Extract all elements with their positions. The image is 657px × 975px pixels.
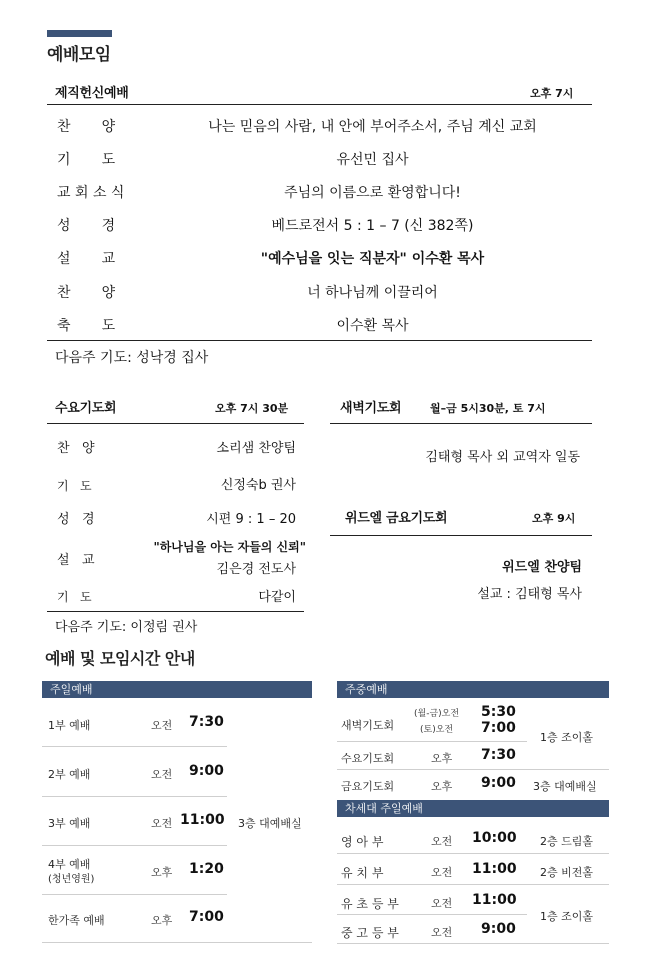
friday-title: 위드엘 금요기도회 <box>345 511 448 526</box>
service-ampm: 오전 <box>151 768 173 781</box>
row-label: 찬 양 <box>57 119 116 135</box>
row-divider <box>42 796 227 797</box>
wednesday-title: 수요기도회 <box>55 401 117 416</box>
service-time: 7:30 <box>481 747 516 763</box>
service-name: 수요기도회 <box>341 752 395 765</box>
service-ampm: 오전 <box>151 719 173 732</box>
row-label: 찬 양 <box>57 285 116 301</box>
sermon-title: "하나님을 아는 자들의 신뢰" <box>153 540 306 554</box>
service-ampm: 오전 <box>431 897 453 910</box>
weekday-place: 1층 조이홀 <box>540 731 593 744</box>
service-time: 7:00 <box>481 720 516 736</box>
row-divider <box>337 943 609 944</box>
row-divider <box>337 914 527 915</box>
row-divider <box>42 845 227 846</box>
divider <box>47 104 592 105</box>
service-time: 1:20 <box>189 861 224 877</box>
heading-accent-bar <box>47 30 112 37</box>
service-ampm: 오후 <box>151 914 173 927</box>
service-place: 2층 비전홀 <box>540 866 593 879</box>
row-value: 시편 9 : 1 – 20 <box>206 512 296 527</box>
friday-time: 오후 9시 <box>532 512 576 525</box>
service-name: 2부 예배 <box>48 768 91 781</box>
divider <box>47 611 304 612</box>
service-name: 1부 예배 <box>48 719 91 732</box>
row-divider <box>42 942 312 943</box>
service-ampm: 오후 <box>431 752 453 765</box>
service-time: 7:30 <box>189 714 224 730</box>
service-ampm: 오전 <box>431 835 453 848</box>
next-week-prayer: 다음주 기도: 이정림 권사 <box>55 620 198 635</box>
dawn-leaders: 김태형 목사 외 교역자 일동 <box>425 450 580 465</box>
service-ampm: 오전 <box>431 866 453 879</box>
service-name: 중 고 등 부 <box>341 926 399 940</box>
row-label: 교 회 소 식 <box>57 185 125 201</box>
row-value: 유선민 집사 <box>336 152 409 168</box>
row-label: 성 경 <box>57 218 116 234</box>
service-name: 4부 예배 <box>48 858 91 871</box>
service-name: 영 아 부 <box>341 835 384 849</box>
service-time: 11:00 <box>180 812 225 828</box>
divider <box>47 423 304 424</box>
row-label: 설 교 <box>57 553 95 568</box>
row-value: 소리샘 찬양팀 <box>216 441 296 456</box>
next-gen-schedule-header: 차세대 주일예배 <box>337 800 609 817</box>
row-value: 너 하나님께 이끌리어 <box>307 285 438 301</box>
row-divider <box>337 884 609 885</box>
service-name: 한가족 예배 <box>48 914 105 927</box>
row-label: 성 경 <box>57 512 95 527</box>
sermon-speaker: 김은경 전도사 <box>216 562 296 577</box>
row-value: 베드로전서 5 : 1 – 7 (신 382쪽) <box>271 218 474 234</box>
sunday-schedule-header: 주일예배 <box>42 681 312 698</box>
row-label: 축 도 <box>57 318 116 334</box>
service-ampm: 오후 <box>431 780 453 793</box>
dawn-time: 월–금 5시30분, 토 7시 <box>430 402 546 415</box>
sermon-value: "예수님을 잇는 직분자" 이수환 목사 <box>260 251 485 267</box>
next-week-prayer: 다음주 기도: 성낙경 집사 <box>55 350 209 366</box>
row-value: 다같이 <box>258 590 296 605</box>
service-name: 유 초 등 부 <box>341 897 399 911</box>
service-ampm: 오전 <box>151 817 173 830</box>
service-time: 9:00 <box>189 763 224 779</box>
dawn-title: 새벽기도회 <box>340 401 402 416</box>
service-name: 3부 예배 <box>48 817 91 830</box>
service-name: 유 치 부 <box>341 866 384 880</box>
row-label: 찬 양 <box>57 441 95 456</box>
service-time: 9:00 <box>481 921 516 937</box>
service-ampm: (토)오전 <box>420 725 454 735</box>
row-label: 기 도 <box>57 152 116 168</box>
schedule-heading: 예배 및 모임시간 안내 <box>45 649 195 668</box>
row-value: 나는 믿음의 사람, 내 안에 부어주소서, 주님 계신 교회 <box>208 119 537 135</box>
divider <box>330 535 592 536</box>
sunday-service-title: 제직헌신예배 <box>55 86 129 101</box>
service-name: 금요기도회 <box>341 780 395 793</box>
service-time: 11:00 <box>472 892 517 908</box>
row-label: 기 도 <box>57 479 92 493</box>
row-label: 설 교 <box>57 251 116 267</box>
row-divider <box>42 746 227 747</box>
service-subname: (청년영원) <box>48 874 95 885</box>
next-gen-place: 1층 조이홀 <box>540 910 593 923</box>
service-ampm: 오전 <box>431 926 453 939</box>
service-time: 7:00 <box>189 909 224 925</box>
row-divider <box>337 853 609 854</box>
row-value: 주님의 이름으로 환영합니다! <box>284 185 461 201</box>
friday-sermon: 설교 : 김태형 목사 <box>477 587 582 602</box>
service-place: 2층 드림홀 <box>540 835 593 848</box>
row-divider <box>337 769 609 770</box>
service-time: 10:00 <box>472 830 517 846</box>
service-ampm: 오후 <box>151 866 173 879</box>
sunday-service-time: 오후 7시 <box>530 87 574 100</box>
row-value: 신정숙b 권사 <box>220 478 296 493</box>
divider <box>330 423 592 424</box>
service-place: 3층 대예배실 <box>533 780 597 793</box>
divider <box>47 340 592 341</box>
row-value: 이수환 목사 <box>336 318 409 334</box>
service-time: 9:00 <box>481 775 516 791</box>
friday-team: 위드엘 찬양팀 <box>502 560 582 575</box>
row-label: 기 도 <box>57 590 92 604</box>
weekday-schedule-header: 주중예배 <box>337 681 609 698</box>
row-divider <box>42 894 227 895</box>
service-ampm: (월-금)오전 <box>414 709 460 719</box>
wednesday-time: 오후 7시 30분 <box>215 402 289 415</box>
service-time: 5:30 <box>481 704 516 720</box>
row-divider <box>337 741 527 742</box>
page-title: 예배모임 <box>47 45 111 65</box>
sunday-service-place: 3층 대예배실 <box>238 817 302 830</box>
service-time: 11:00 <box>472 861 517 877</box>
service-name: 새벽기도회 <box>341 719 395 732</box>
